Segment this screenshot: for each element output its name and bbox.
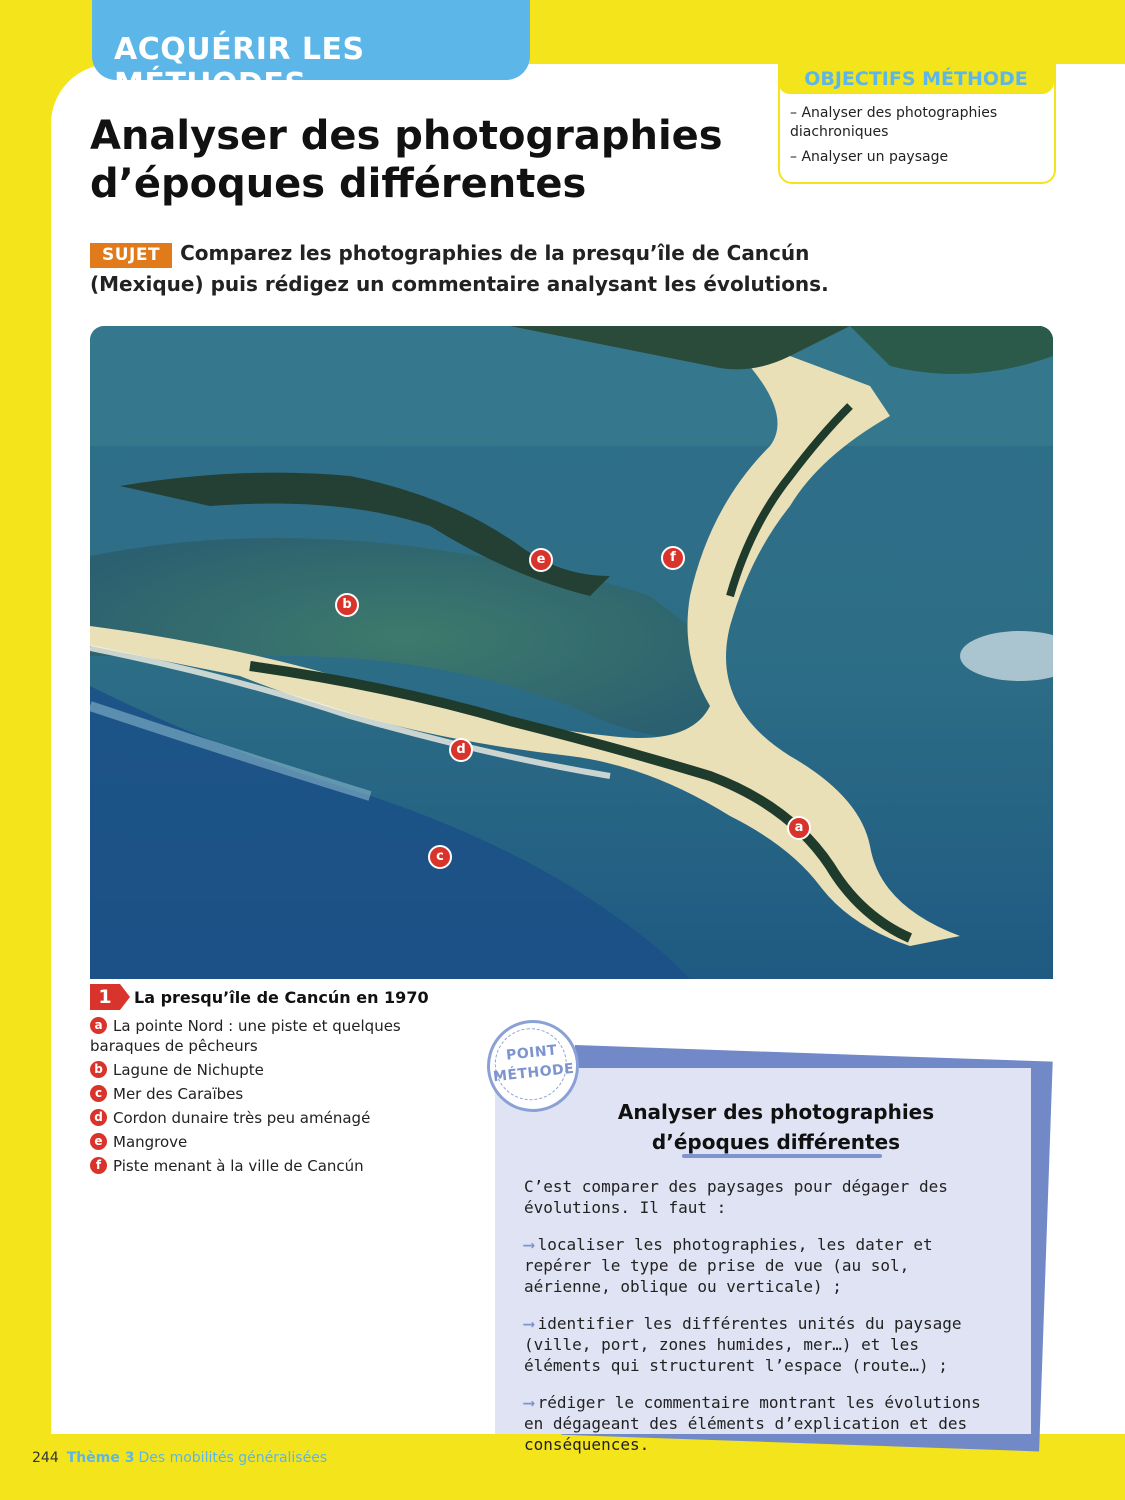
caption-legend bbox=[90, 1016, 450, 1176]
caption-title: La presqu’île de Cancún en 1970 bbox=[134, 987, 429, 1007]
objective-item: – Analyser des photographies diachroniques bbox=[790, 105, 998, 140]
objectives-heading: OBJECTIFS MÉTHODE bbox=[804, 68, 1028, 90]
title-line-2: d’époques différentes bbox=[90, 161, 587, 207]
subject-text: Comparez les photographies de la presqu’île de Cancún (Mexique) puis rédigez un commentaire analysant les évolutions. bbox=[90, 241, 829, 296]
photo-marker-a: a bbox=[787, 816, 811, 840]
subject-badge: SUJET bbox=[90, 243, 172, 268]
legend-text: Mangrove bbox=[113, 1133, 188, 1151]
legend-text: La pointe Nord : une piste et quelques baraques de pêcheurs bbox=[90, 1017, 401, 1055]
page-footer bbox=[32, 1450, 327, 1466]
legend-letter: e bbox=[90, 1133, 107, 1150]
section-tab bbox=[92, 0, 530, 102]
method-step-text: identifier les différentes unités du paysage (ville, port, zones humides, mer…) et les éléments qui structurent l’espace (route…) ; bbox=[524, 1314, 962, 1375]
method-title bbox=[496, 1097, 1056, 1157]
legend-letter: c bbox=[90, 1085, 107, 1102]
method-step-text: localiser les photographies, les dater et repérer le type de prise de vue (au sol, aérienne, oblique ou verticale) ; bbox=[524, 1235, 933, 1296]
objectives-heading-bar bbox=[778, 64, 1054, 94]
method-step bbox=[512, 1234, 992, 1297]
legend-letter: b bbox=[90, 1061, 107, 1078]
aerial-photo-illustration bbox=[90, 326, 1053, 979]
stamp-line-1: POINT bbox=[505, 1042, 558, 1064]
footer-theme: Thème 3 bbox=[66, 1450, 135, 1466]
method-intro: C’est comparer des paysages pour dégager des évolutions. Il faut : bbox=[524, 1177, 948, 1217]
legend-letter: a bbox=[90, 1017, 107, 1034]
legend-text: Lagune de Nichupte bbox=[113, 1061, 264, 1079]
legend-item bbox=[90, 1060, 450, 1080]
objective-item: – Analyser un paysage bbox=[790, 149, 949, 165]
legend-text: Cordon dunaire très peu aménagé bbox=[113, 1109, 371, 1127]
page-number: 244 bbox=[32, 1450, 59, 1466]
legend-text: Mer des Caraïbes bbox=[113, 1085, 244, 1103]
aerial-photo-cancun-1970 bbox=[90, 326, 1053, 979]
arrow-right-icon: ⟶ bbox=[524, 1235, 534, 1254]
page-title bbox=[90, 112, 770, 208]
arrow-right-icon: ⟶ bbox=[524, 1314, 534, 1333]
footer-theme-name: Des mobilités généralisées bbox=[138, 1450, 328, 1466]
method-title-line-2: d’époques différentes bbox=[651, 1130, 901, 1154]
legend-item bbox=[90, 1156, 450, 1176]
photo-marker-c: c bbox=[428, 845, 452, 869]
method-title-line-1: Analyser des photographies bbox=[617, 1100, 935, 1124]
legend-item bbox=[90, 1084, 450, 1104]
photo-marker-e: e bbox=[529, 548, 553, 572]
caption-header bbox=[90, 984, 450, 1010]
method-step bbox=[512, 1392, 992, 1455]
photo-marker-f: f bbox=[661, 546, 685, 570]
caption-number: 1 bbox=[90, 984, 120, 1010]
legend-item bbox=[90, 1016, 450, 1056]
method-step bbox=[512, 1313, 992, 1376]
objectives-box bbox=[778, 64, 1056, 184]
legend-item bbox=[90, 1132, 450, 1152]
method-step-text: rédiger le commentaire montrant les évolutions en dégageant des éléments d’explication et des conséquences. bbox=[524, 1393, 981, 1454]
objectives-list bbox=[790, 104, 1048, 173]
stamp-line-2: MÉTHODE bbox=[492, 1060, 576, 1086]
method-title-underline bbox=[682, 1154, 882, 1158]
legend-letter: f bbox=[90, 1157, 107, 1174]
legend-item bbox=[90, 1108, 450, 1128]
section-tab-label: ACQUÉRIR LES MÉTHODES bbox=[114, 32, 365, 102]
legend-letter: d bbox=[90, 1109, 107, 1126]
legend-text: Piste menant à la ville de Cancún bbox=[113, 1157, 364, 1175]
subject bbox=[90, 238, 890, 300]
photo-caption bbox=[90, 984, 450, 1180]
title-line-1: Analyser des photographies bbox=[90, 113, 723, 159]
arrow-right-icon: ⟶ bbox=[524, 1393, 534, 1412]
photo-marker-d: d bbox=[449, 738, 473, 762]
photo-marker-b: b bbox=[335, 593, 359, 617]
method-steps bbox=[512, 1234, 992, 1471]
